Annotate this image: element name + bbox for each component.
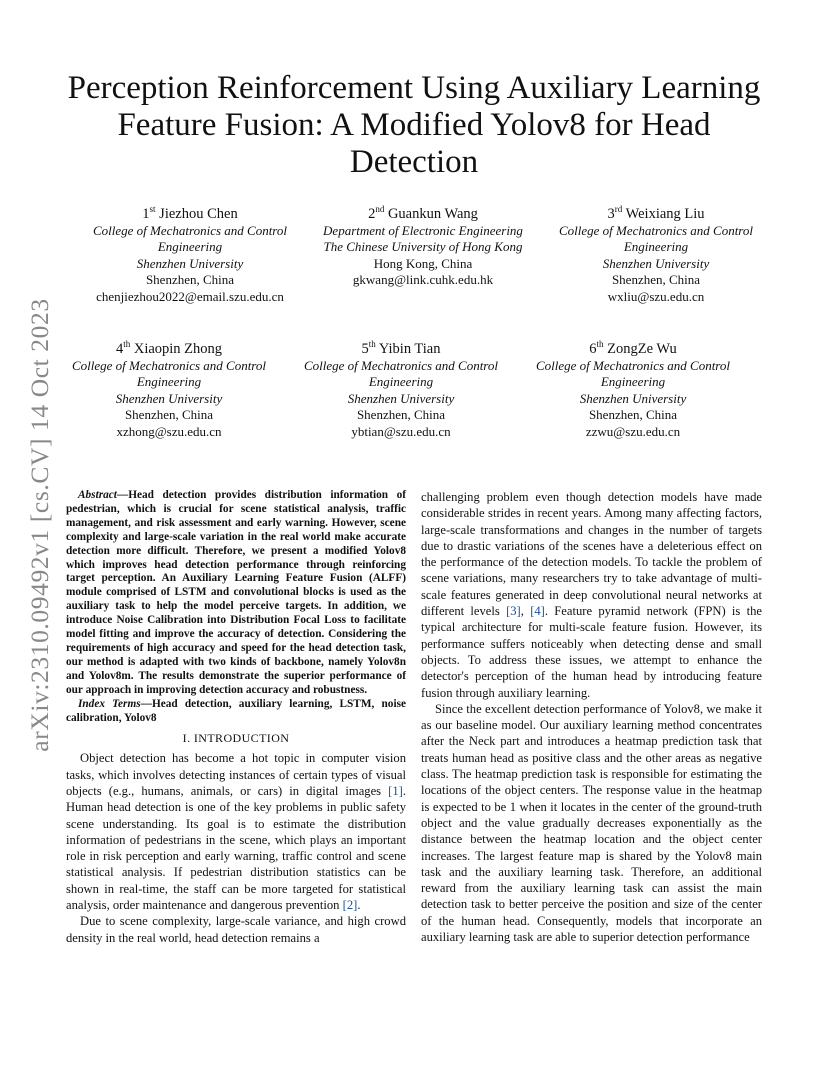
left-column bbox=[66, 489, 406, 946]
author-name: Xiaopin Zhong bbox=[133, 340, 223, 357]
author-4: 4th Xiaopin Zhong College of Mechatronics and Control Engineering Shenzhen University Shenzhen, China xzhong@szu.edu.cn bbox=[49, 335, 289, 440]
author-2: 2nd Guankun Wang Department of Electronic Engineering The Chinese University of Hong Kong Hong Kong, China gkwang@link.cuhk.edu.hk bbox=[303, 200, 543, 289]
citation-link[interactable]: [2] bbox=[342, 898, 358, 913]
author-1: 1st Jiezhou Chen College of Mechatronics and Control Engineering Shenzhen University Shenzhen, China chenjiezhou2022@email.szu.edu.cn bbox=[70, 200, 310, 305]
author-email: xzhong@szu.edu.cn bbox=[116, 423, 222, 439]
paper-title: Perception Reinforcement Using Auxiliary Learning Feature Fusion: A Modified Yolov8 for Head Detection bbox=[67, 70, 761, 180]
author-email: wxliu@szu.edu.cn bbox=[607, 288, 705, 304]
author-email: gkwang@link.cuhk.edu.hk bbox=[352, 272, 494, 288]
citation-link[interactable]: [1] bbox=[388, 784, 403, 798]
abstract: Abstract—Head detection provides distribution information of pedestrian, which is crucial for scene statistical analysis, traffic management, and risk assessment and early warning. However, scene complexity and large-scale variation in the real world make accurate detection more difficult. Therefore, we present a modified Yolov8 which improves head detection performance through reinforcing target perception. An Auxiliary Learning Feature Fusion (ALFF) module comprised of LSTM and convolutional blocks is used as the auxiliary task to help the model perceive targets. In addition, we introduce Noise Calibration into Distribution Focal Loss to facilitate model fitting and improve the accuracy of detection. Considering the requirements of high accuracy and speed for the head detection task, our method is adapted with two kinds of backbone, namely Yolov8n and Yolov8m. The results demonstrate the superior performance of our approach in improving detection accuracy and robustness. bbox=[66, 489, 406, 696]
intro-paragraph-2-start: Due to scene complexity, large-scale variance, and high crowd density in the real world, head detection remains a bbox=[66, 914, 406, 945]
author-email: zzwu@szu.edu.cn bbox=[585, 423, 681, 439]
arxiv-identifier-text: arXiv:2310.09492v1 [cs.CV] 14 Oct 2023 bbox=[25, 298, 54, 752]
author-5: 5th Yibin Tian College of Mechatronics and Control Engineering Shenzhen University Shenzhen, China ybtian@szu.edu.cn bbox=[281, 335, 521, 440]
intro-paragraph-2-cont: challenging problem even though detection models have made considerable strides in recent years. Among many affecting factors, large-scale transformations and changes in the number of targets due to drastic variations of the scenes have a deleterious effect on the performance of the detection models. To tackle the problem of scene variations, many researchers try to take advantage of multi-scale features generated in deep convolutional neural networks at different levels [3], [4]. Feature pyramid network (FPN) is the typical architecture for multi-scale feature fusion. However, its performance suffers noticeably when detecting dense and small objects. To address these issues, we attempt to enhance the detector's perception of the human head by introducing feature fusion through auxiliary learning. bbox=[421, 490, 762, 700]
author-name: Weixiang Liu bbox=[625, 205, 705, 222]
author-name: Yibin Tian bbox=[378, 340, 441, 357]
author-6: 6th ZongZe Wu College of Mechatronics and Control Engineering Shenzhen University Shenzhen, China zzwu@szu.edu.cn bbox=[513, 335, 753, 440]
intro-paragraph-3: Since the excellent detection performance of Yolov8, we make it as our baseline model. Our auxiliary learning method concentrates after the Neck part and introduces a heatmap prediction task that treats human head as positive class and the other areas as negative class. The heatmap prediction task is responsible for estimating the locations of the object centers. The response value in the heatmap is expected to be 1 when it locates in the center of the ground-truth object and the value gradually decreases exponentially as the distance between the heatmap location and the object center increases. The largest feature map is shared by the Yolov8 main task and the auxiliary learning task. Therefore, an additional reward from the auxiliary learning task can assist the main detection task to better perceive the position and size of the center of the human head. Consequently, models that incorporate an auxiliary learning task are able to superior detection performance bbox=[421, 701, 762, 945]
author-email: chenjiezhou2022@email.szu.edu.cn bbox=[96, 288, 284, 304]
author-name: Guankun Wang bbox=[387, 205, 478, 222]
citation-link[interactable]: [4] bbox=[530, 604, 545, 619]
author-name: ZongZe Wu bbox=[607, 340, 677, 357]
author-email: ybtian@szu.edu.cn bbox=[351, 423, 451, 439]
right-column bbox=[421, 489, 762, 945]
intro-paragraph-1: Object detection has become a hot topic in computer vision tasks, which involves detecting instances of certain types of visual objects (e.g., humans, animals, or cars) in digital images [1]. Human head detection is one of the key problems in public safety scene understanding. Its goal is to estimate the distribution information of pedestrians in the scene, which plays an important role in risk perception and early warning, traffic control and scene statistical analysis. If pedestrian distribution statistics can be shown in real-time, the staff can be more targeted for statistical analysis, order maintenance and dangerous prevention [2]. bbox=[66, 751, 406, 913]
citation-link[interactable]: [3] bbox=[506, 604, 521, 619]
author-name: Jiezhou Chen bbox=[159, 205, 238, 222]
section-heading-introduction: I. INTRODUCTION bbox=[182, 731, 290, 746]
author-3: 3rd Weixiang Liu College of Mechatronics and Control Engineering Shenzhen University Shenzhen, China wxliu@szu.edu.cn bbox=[536, 200, 776, 305]
index-terms: Index Terms—Head detection, auxiliary learning, LSTM, noise calibration, Yolov8 bbox=[66, 697, 406, 724]
